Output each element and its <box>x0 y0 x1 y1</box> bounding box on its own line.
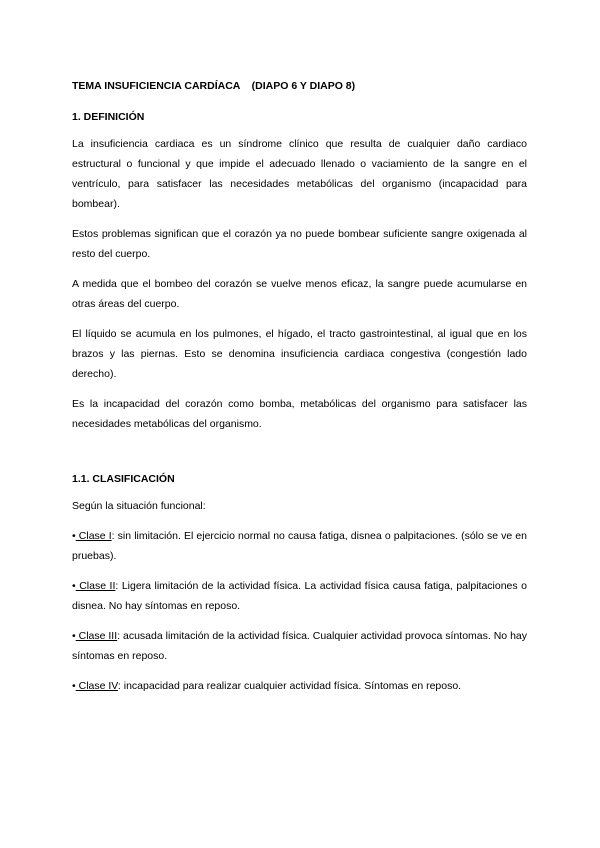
paragraph: Es la incapacidad del corazón como bomba, metabólicas del organismo para satisfacer las necesidades metabólicas del organismo. <box>72 398 527 430</box>
paragraph: La insuficiencia cardiaca es un síndrome clínico que resulta de cualquier daño cardiaco estructural o funcional y que impide el adecuado llenado o vaciamiento de la sangre en el ventrículo, para satisfacer las necesidades metabólicas del organismo (incapacidad para bombear). <box>72 138 527 210</box>
class-description: : Ligera limitación de la actividad física. La actividad física causa fatiga, palpitaciones o disnea. No hay síntomas en reposo. <box>72 580 527 612</box>
class-description: : sin limitación. El ejercicio normal no causa fatiga, disnea o palpitaciones. (sólo se ve en pruebas). <box>72 530 527 562</box>
class-description: : incapacidad para realizar cualquier actividad física. Síntomas en reposo. <box>117 680 462 692</box>
class-description: : acusada limitación de la actividad física. Cualquier actividad provoca síntomas. No hay síntomas en reposo. <box>72 630 528 662</box>
class-label: Clase II <box>75 580 116 592</box>
bullet: • <box>72 580 76 592</box>
bullet: • <box>72 680 76 692</box>
classification-intro: Según la situación funcional: <box>72 500 206 512</box>
class-item-2 <box>72 576 527 616</box>
class-label: Clase III <box>75 630 118 642</box>
section-heading-definicion: 1. DEFINICIÓN <box>72 111 145 123</box>
paragraph: Estos problemas significan que el corazón ya no puede bombear suficiente sangre oxigenada al resto del cuerpo. <box>72 228 527 260</box>
bullet: • <box>72 530 76 542</box>
class-item-4 <box>72 676 527 696</box>
document-title: TEMA INSUFICIENCIA CARDÍACA (DIAPO 6 Y DIAPO 8) <box>72 80 356 92</box>
paragraph: A medida que el bombeo del corazón se vuelve menos eficaz, la sangre puede acumularse en otras áreas del cuerpo. <box>72 278 527 310</box>
class-item-3 <box>72 626 527 666</box>
section-heading-clasificacion: 1.1. CLASIFICACIÓN <box>72 473 175 485</box>
class-label: Clase I <box>75 530 112 542</box>
class-label: Clase IV <box>75 680 118 692</box>
bullet: • <box>72 630 76 642</box>
section-spacer <box>72 444 527 471</box>
class-item-1 <box>72 526 527 566</box>
paragraph: El líquido se acumula en los pulmones, el hígado, el tracto gastrointestinal, al igual que en los brazos y las piernas. Esto se denomina insuficiencia cardiaca congestiva (congestión lado derecho). <box>72 328 527 380</box>
document-page <box>72 78 527 706</box>
